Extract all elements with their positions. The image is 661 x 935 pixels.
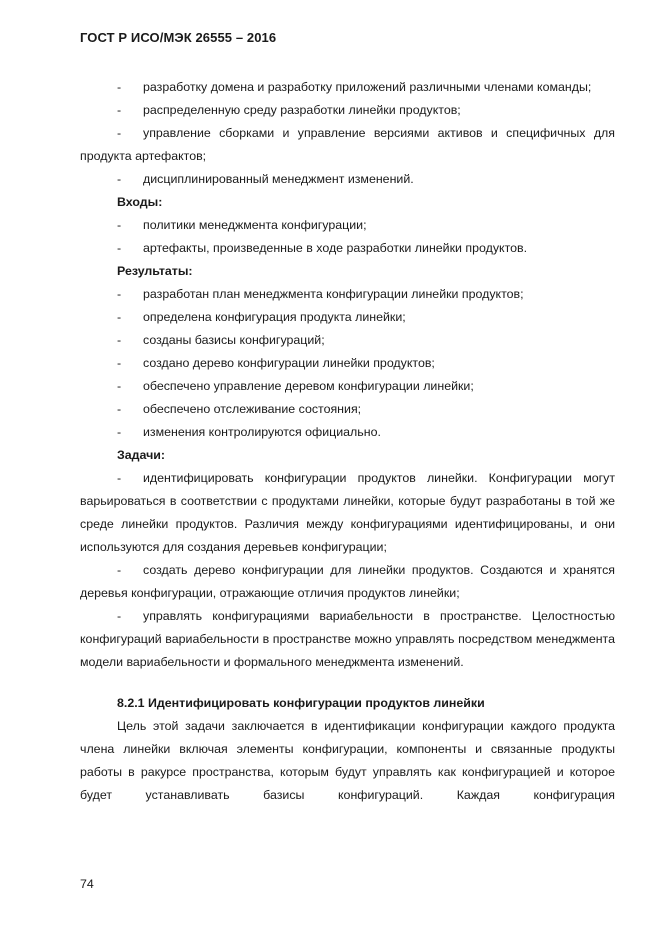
section-heading: 8.2.1 Идентифицировать конфигурации продуктов линейки <box>117 696 485 710</box>
list-item-text: обеспечено отслеживание состояния; <box>143 402 362 416</box>
list-item <box>80 76 615 99</box>
list-item <box>80 306 615 329</box>
list-dash: - <box>117 287 122 301</box>
list-item <box>80 467 615 559</box>
list-item-text: артефакты, произведенные в ходе разработки линейки продуктов. <box>143 241 528 255</box>
list-dash: - <box>117 425 122 439</box>
list-item-text: созданы базисы конфигураций; <box>143 333 325 347</box>
list-item-text: распределенную среду разработки линейки продуктов; <box>143 103 461 117</box>
list-item-text: дисциплинированный менеджмент изменений. <box>143 172 414 186</box>
list-item-text: обеспечено управление деревом конфигурации линейки; <box>143 379 474 393</box>
list-item-text: идентифицировать конфигурации продуктов линейки. Конфигурации могут варьироваться в соответствии с продуктами линейки, которые будут разработаны в той же среде линейки продуктов. Различия между конфигурациями идентифицированы, и они используются для создания деревьев конфигурации; <box>80 471 615 554</box>
list-item-text: создать дерево конфигурации для линейки продуктов. Создаются и хранятся деревья конфигурации, отражающие отличия продуктов линейки; <box>80 563 615 600</box>
list-item <box>80 283 615 306</box>
results-label: Результаты: <box>117 264 193 278</box>
list-item <box>80 214 615 237</box>
list-dash: - <box>117 402 122 416</box>
list-item <box>80 237 615 260</box>
list-dash: - <box>117 379 122 393</box>
list-dash: - <box>117 563 122 577</box>
list-item <box>80 329 615 352</box>
list-dash: - <box>117 609 122 623</box>
list-item <box>80 99 615 122</box>
list-item <box>80 168 615 191</box>
list-dash: - <box>117 241 122 255</box>
list-dash: - <box>117 80 122 94</box>
list-item-text: политики менеджмента конфигурации; <box>143 218 367 232</box>
list-item <box>80 398 615 421</box>
list-dash: - <box>117 103 122 117</box>
list-item-text: создано дерево конфигурации линейки продуктов; <box>143 356 435 370</box>
inputs-label: Входы: <box>117 195 163 209</box>
list-item <box>80 559 615 605</box>
list-dash: - <box>117 356 122 370</box>
page-content <box>80 76 615 807</box>
list-dash: - <box>117 310 122 324</box>
list-item-text: разработан план менеджмента конфигурации линейки продуктов; <box>143 287 524 301</box>
page-header: ГОСТ Р ИСО/МЭК 26555 – 2016 <box>80 30 277 45</box>
list-item-text: определена конфигурация продукта линейки; <box>143 310 406 324</box>
list-dash: - <box>117 333 122 347</box>
list-item <box>80 605 615 674</box>
list-item <box>80 122 615 168</box>
list-item-text: изменения контролируются официально. <box>143 425 381 439</box>
list-dash: - <box>117 218 122 232</box>
list-dash: - <box>117 471 122 485</box>
list-item-text: разработку домена и разработку приложений различными членами команды; <box>143 80 592 94</box>
list-item-text: управление сборками и управление версиями активов и специфичных для продукта артефактов; <box>80 126 615 163</box>
page-number: 74 <box>80 877 94 891</box>
list-dash: - <box>117 126 122 140</box>
list-item-text: управлять конфигурациями вариабельности в пространстве. Целостностью конфигураций вариабельности в пространстве можно управлять посредством менеджмента модели вариабельности и формального менеджмента изменений. <box>80 609 615 669</box>
list-item <box>80 375 615 398</box>
list-dash: - <box>117 172 122 186</box>
tasks-label: Задачи: <box>117 448 166 462</box>
list-item <box>80 421 615 444</box>
section-paragraph: Цель этой задачи заключается в идентификации конфигурации каждого продукта члена линейки включая элементы конфигурации, компоненты и связанные продукты работы в ракурсе пространства, которым будут управлять как конфигурацией и которое будет устанавливать базисы конфигураций. Каждая конфигурация <box>80 719 615 802</box>
list-item <box>80 352 615 375</box>
